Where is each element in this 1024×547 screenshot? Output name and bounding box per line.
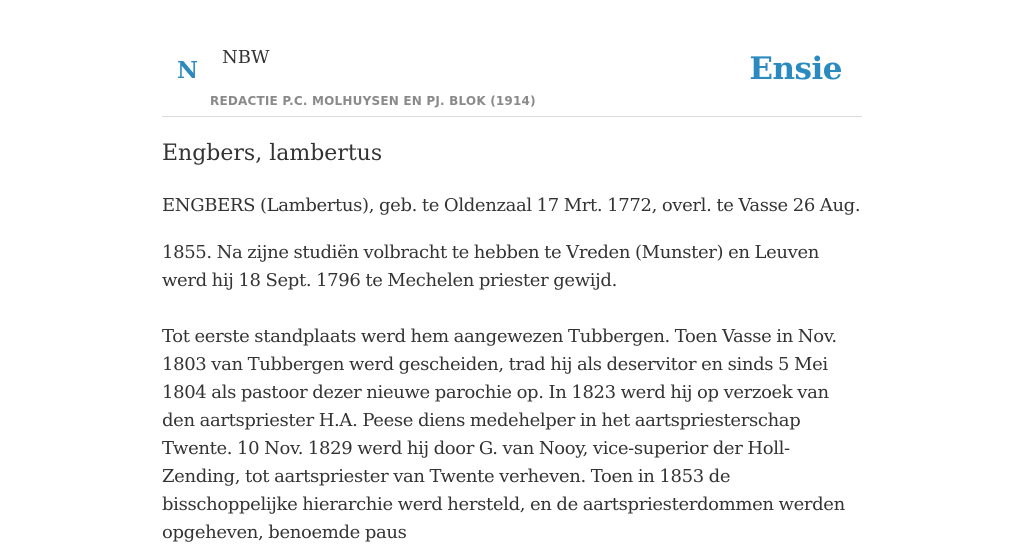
- source-name[interactable]: NBW: [222, 47, 270, 68]
- source-logo[interactable]: N: [177, 57, 199, 84]
- source-subtitle: REDACTIE P.C. MOLHUYSEN EN PJ. BLOK (1914): [210, 94, 536, 108]
- entry-title: Engbers, lambertus: [162, 141, 383, 166]
- brand-logo[interactable]: Ensie: [749, 51, 842, 87]
- paragraph-1: ENGBERS (Lambertus), geb. te Oldenzaal 17 Mrt. 1772, overl. te Vasse 26 Aug.: [162, 195, 861, 216]
- article: [162, 136, 862, 547]
- paragraph-2: 1855. Na zijne studiën volbracht te hebben te Vreden (Munster) en Leuven werd hij 18 Sept. 1796 te Mechelen priester gewijd.: [162, 242, 820, 291]
- site-header: [162, 0, 862, 117]
- paragraph-3: Tot eerste standplaats werd hem aangewezen Tubbergen. Toen Vasse in Nov. 1803 van Tubbergen werd gescheiden, trad hij als deservitor en sinds 5 Mei 1804 als pastoor dezer nieuwe parochie op. In 1823 werd hij op verzoek van den aartspriester H.A. Peese diens medehelper in het aartspriesterschap Twente. 10 Nov. 1829 werd hij door G. van Nooy, vice-superior der Holl-Zending, tot aartspriester van Twente verheven. Toen in 1853 de bisschoppelijke hierarchie werd hersteld, en de aartspriesterdommen werden opgeheven, benoemde paus: [162, 326, 845, 543]
